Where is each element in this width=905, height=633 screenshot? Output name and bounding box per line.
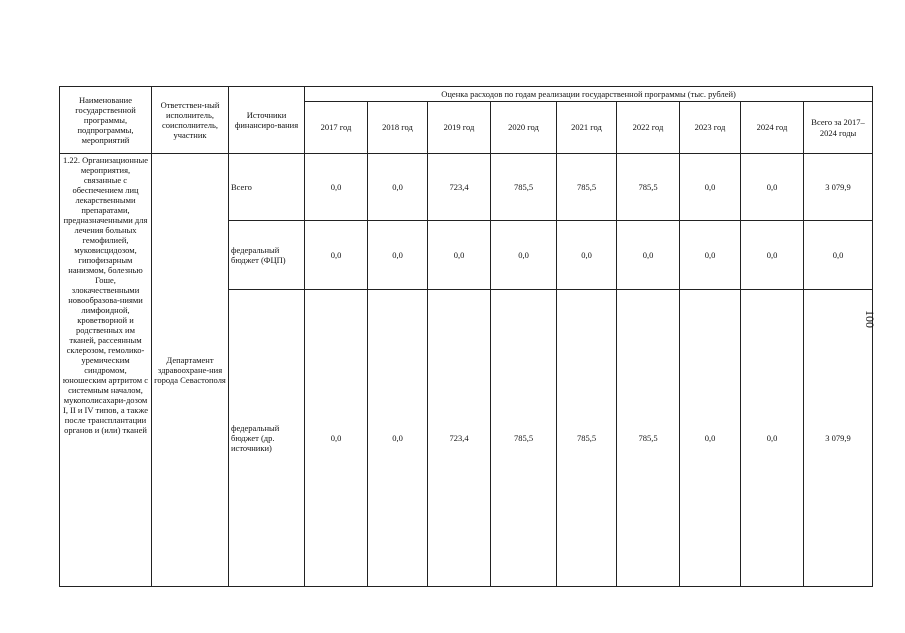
header-year-2020: 2020 год <box>491 102 557 154</box>
header-year-2018: 2018 год <box>368 102 428 154</box>
value-cell: 0,0 <box>617 221 680 290</box>
item-responsible: Департамент здравоохране-ния города Севастополя <box>152 154 229 587</box>
value-cell: 3 079,9 <box>804 154 873 221</box>
value-cell: 0,0 <box>680 154 741 221</box>
value-cell: 0,0 <box>557 221 617 290</box>
source-cell: федеральный бюджет (ФЦП) <box>229 221 305 290</box>
value-cell: 0,0 <box>680 290 741 587</box>
value-cell: 0,0 <box>491 221 557 290</box>
page-number: 100 <box>863 310 877 328</box>
header-row-1 <box>60 87 873 102</box>
value-cell: 785,5 <box>617 290 680 587</box>
value-cell: 0,0 <box>804 221 873 290</box>
header-total: Всего за 2017–2024 годы <box>804 102 873 154</box>
header-year-2019: 2019 год <box>428 102 491 154</box>
header-year-2022: 2022 год <box>617 102 680 154</box>
value-cell: 0,0 <box>305 221 368 290</box>
table-row <box>60 154 873 221</box>
value-cell: 785,5 <box>617 154 680 221</box>
header-responsible: Ответствен-ный исполнитель, соисполнитель, участник <box>152 87 229 154</box>
value-cell: 0,0 <box>741 221 804 290</box>
source-cell: Всего <box>229 154 305 221</box>
value-cell: 0,0 <box>428 221 491 290</box>
value-cell: 785,5 <box>557 290 617 587</box>
header-sources: Источники финансиро-вания <box>229 87 305 154</box>
item-name: 1.22. Организационные мероприятия, связанные с обеспечением лиц лекарственными препаратами, предназначенными для лечения больных гемофилией, муковисцидозом, гипофизарным нанизмом, болезнью Гоше, злокачественными новообразова-ниями лимфоидной, кроветворной и родственных им тканей, рассеянным склерозом, гемолико-уремическим синдромом, юношеским артритом с системным началом, мукополисахари-дозом I, II и IV типов, а также после трансплантации органов и (или) тканей <box>60 154 152 587</box>
value-cell: 785,5 <box>557 154 617 221</box>
value-cell: 723,4 <box>428 154 491 221</box>
header-estimate: Оценка расходов по годам реализации государственной программы (тыс. рублей) <box>305 87 873 102</box>
header-year-2017: 2017 год <box>305 102 368 154</box>
value-cell: 785,5 <box>491 154 557 221</box>
value-cell: 0,0 <box>368 290 428 587</box>
header-year-2021: 2021 год <box>557 102 617 154</box>
source-cell: федеральный бюджет (др. источники) <box>229 290 305 587</box>
value-cell: 3 079,9 <box>804 290 873 587</box>
value-cell: 723,4 <box>428 290 491 587</box>
value-cell: 0,0 <box>741 290 804 587</box>
value-cell: 0,0 <box>680 221 741 290</box>
header-name: Наименование государственной программы, подпрограммы, мероприятий <box>60 87 152 154</box>
value-cell: 0,0 <box>368 154 428 221</box>
header-year-2023: 2023 год <box>680 102 741 154</box>
budget-table <box>59 86 873 587</box>
value-cell: 0,0 <box>305 154 368 221</box>
value-cell: 0,0 <box>305 290 368 587</box>
header-year-2024: 2024 год <box>741 102 804 154</box>
value-cell: 0,0 <box>741 154 804 221</box>
value-cell: 785,5 <box>491 290 557 587</box>
value-cell: 0,0 <box>368 221 428 290</box>
